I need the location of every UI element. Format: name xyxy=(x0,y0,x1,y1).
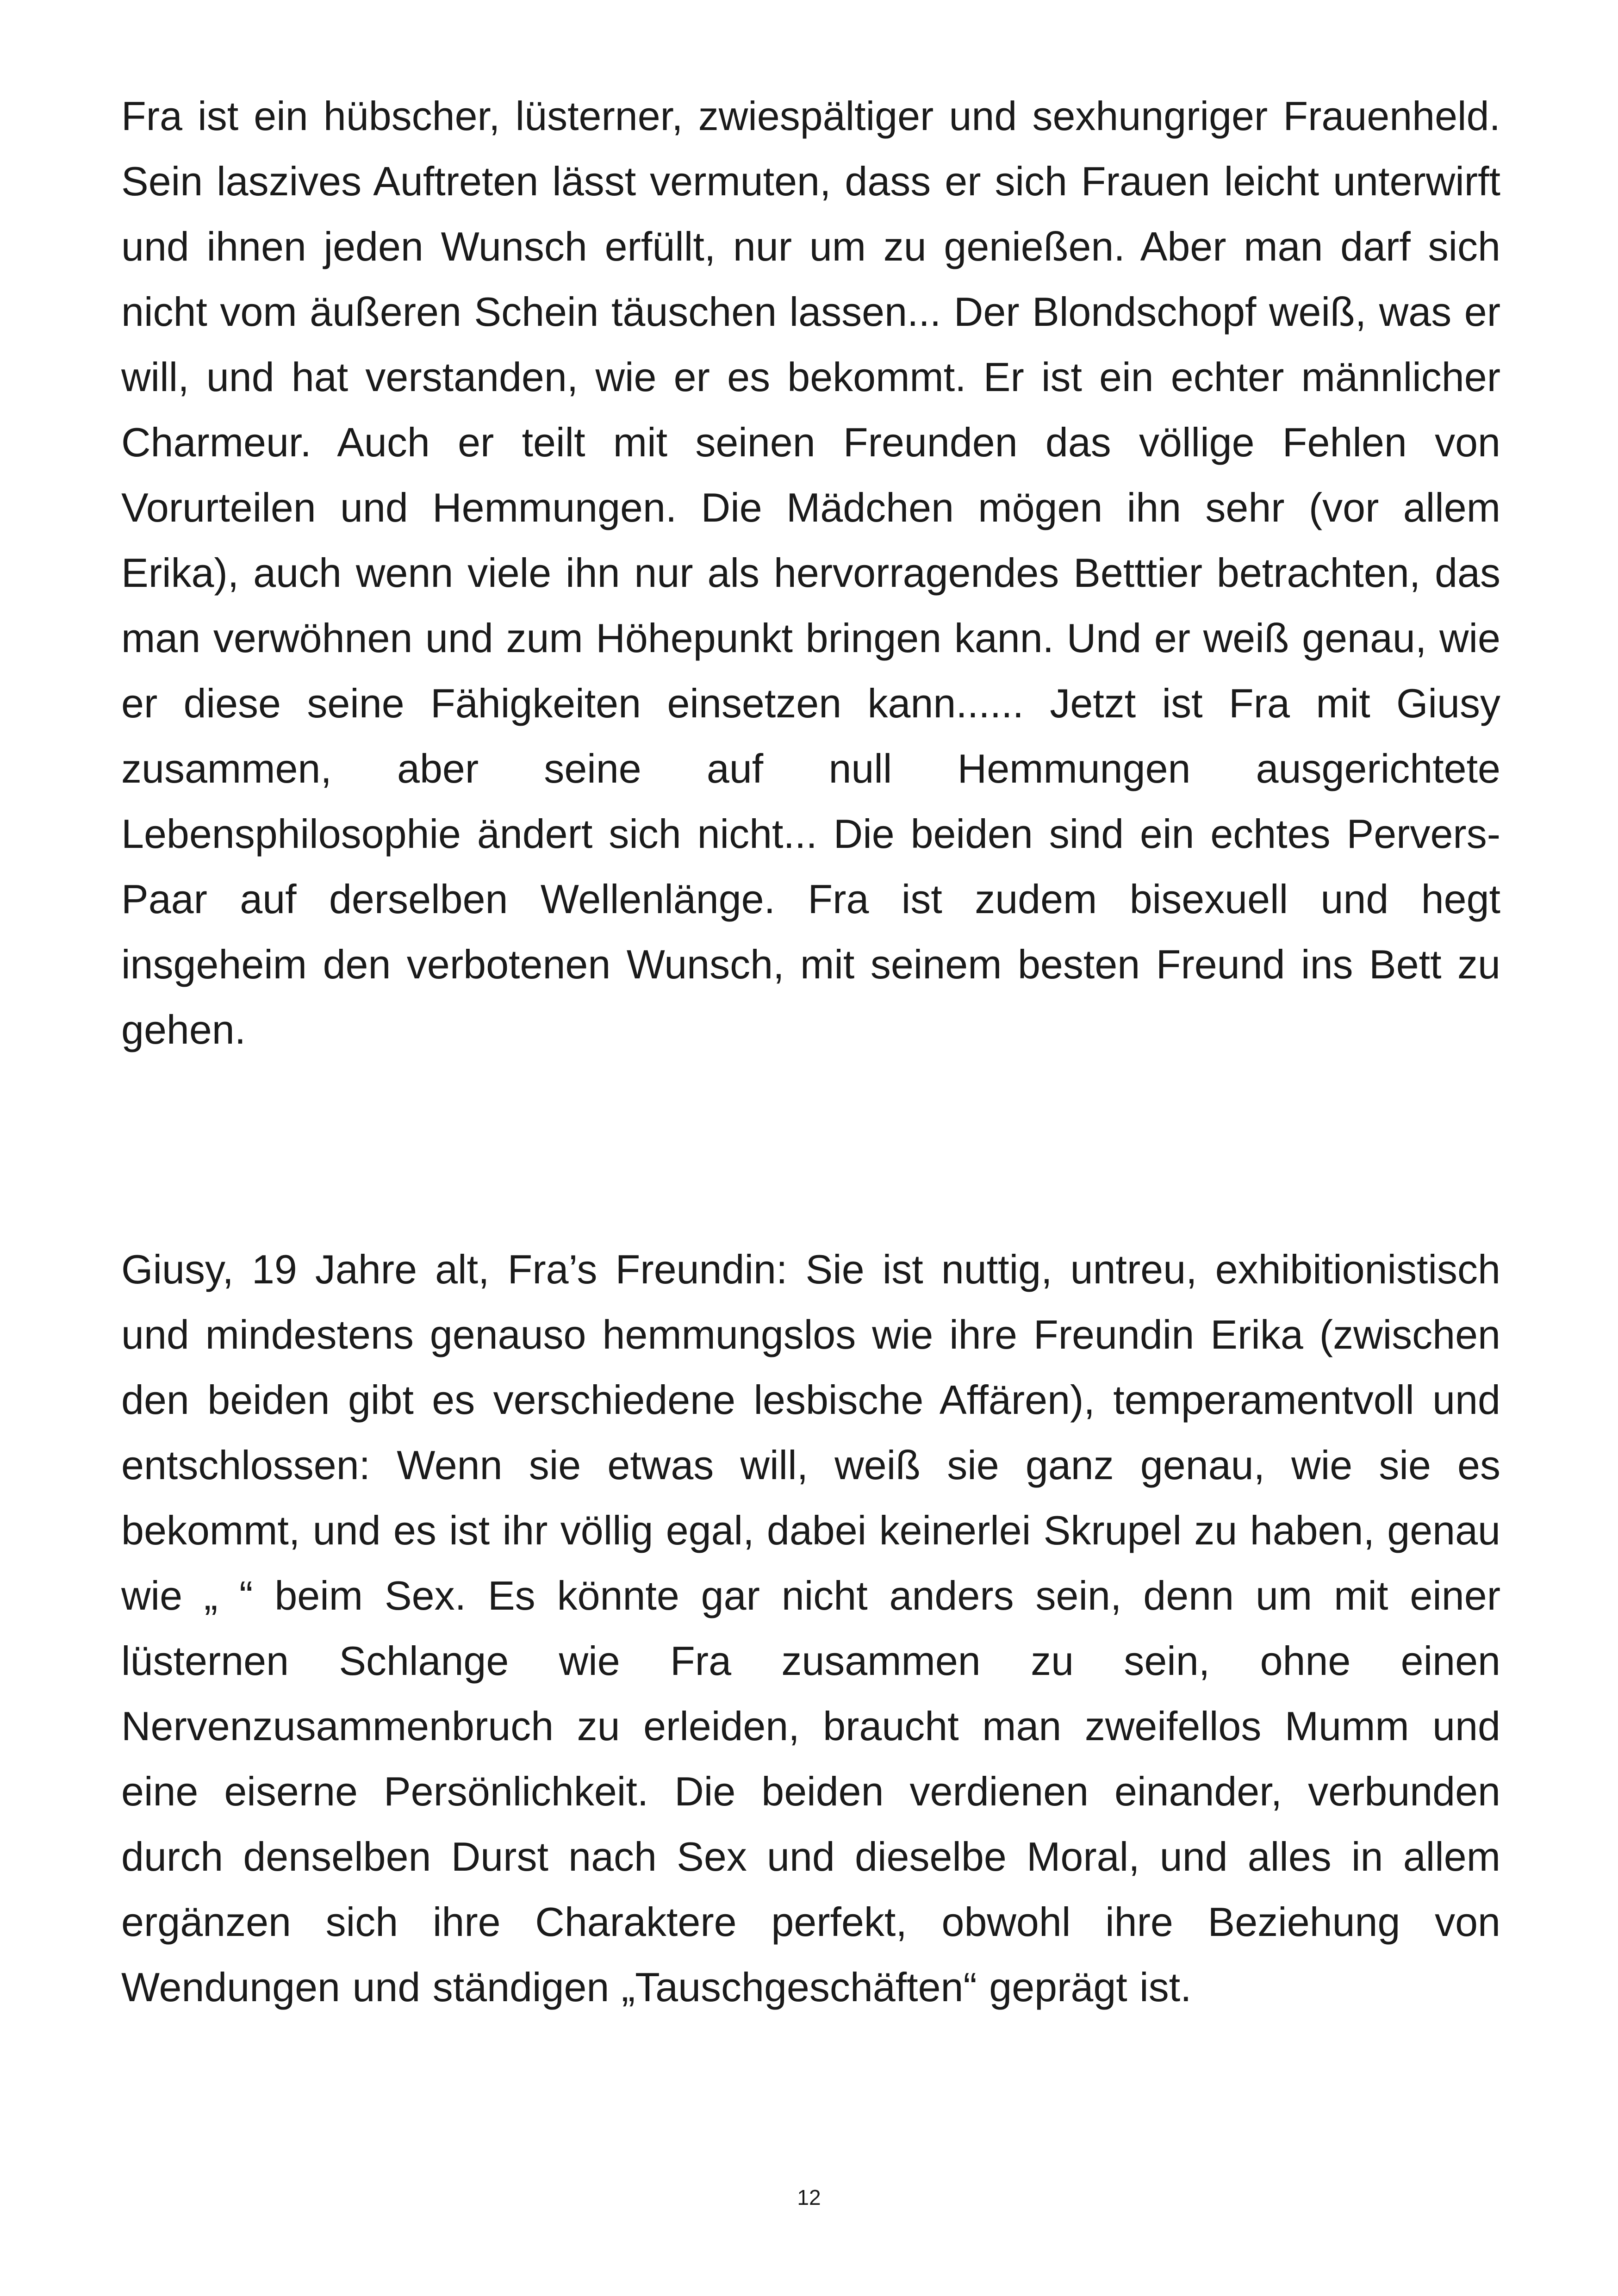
page-body xyxy=(121,83,1500,2020)
paragraph-giusy-description: Giusy, 19 Jahre alt, Fra’s Freundin: Sie ist nuttig, untreu, exhibitionistisch und mindestens genauso hemmungslos wie ihre Freundin Erika (zwischen den beiden gibt es verschiedene lesbische Affären), temperamentvoll und entschlossen: Wenn sie etwas will, weiß sie ganz genau, wie sie es bekommt, und es ist ihr völlig egal, dabei keinerlei Skrupel zu haben, genau wie „ “ beim Sex. Es könnte gar nicht anders sein, denn um mit einer lüsternen Schlange wie Fra zusammen zu sein, ohne einen Nervenzusammenbruch zu erleiden, braucht man zweifellos Mumm und eine eiserne Persönlichkeit. Die beiden verdienen einander, verbunden durch denselben Durst nach Sex und dieselbe Moral, und alles in allem ergänzen sich ihre Charaktere perfekt, obwohl ihre Beziehung von Wendungen und ständigen „Tauschgeschäften“ geprägt ist. xyxy=(121,1246,1500,2010)
paragraph-fra-description: Fra ist ein hübscher, lüsterner, zwiespältiger und sexhungriger Frauenheld. Sein laszives Auftreten lässt vermuten, dass er sich Frauen leicht unterwirft und ihnen jeden Wunsch erfüllt, nur um zu genießen. Aber man darf sich nicht vom äußeren Schein täuschen lassen... Der Blondschopf weiß, was er will, und hat verstanden, wie er es bekommt. Er ist ein echter männlicher Charmeur. Auch er teilt mit seinen Freunden das völlige Fehlen von Vorurteilen und Hemmungen. Die Mädchen mögen ihn sehr (vor allem Erika), auch wenn viele ihn nur als hervorragendes Betttier betrachten, das man verwöhnen und zum Höhepunkt bringen kann. Und er weiß genau, wie er diese seine Fähigkeiten einsetzen kann...... Jetzt ist Fra mit Giusy zusammen, aber seine auf null Hemmungen ausgerichtete Lebensphilosophie ändert sich nicht... Die beiden sind ein echtes Pervers-Paar auf derselben Wellenlänge. Fra ist zudem bisexuell und hegt insgeheim den verbotenen Wunsch, mit seinem besten Freund ins Bett zu gehen. xyxy=(121,93,1500,1052)
page-number: 12 xyxy=(797,2185,821,2209)
